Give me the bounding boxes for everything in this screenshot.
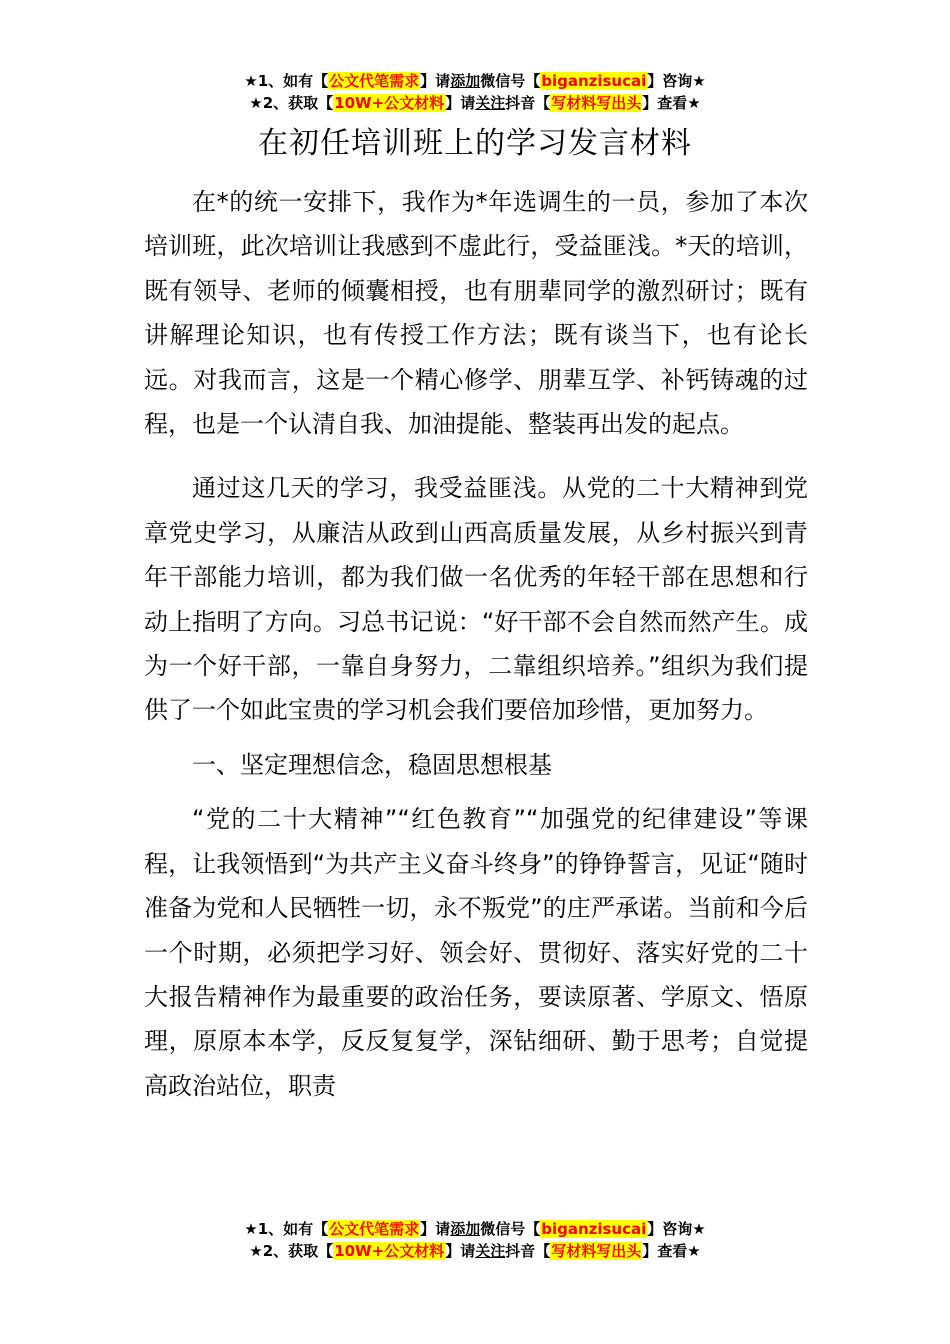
section-heading-1: 一、坚定理想信念，稳固思想根基 [192,750,552,779]
paragraph-intro: 在*的统一安排下，我作为*年选调生的一员，参加了本次培训班，此次培训让我感到不虚此行，受益匪浅。*天的培训，既有领导、老师的倾囊相授，也有朋辈同学的激烈研讨；既有讲解理论知识，也有传授工作方法；既有谈当下，也有论长远。对我而言，这是一个精心修学、朋辈互学、补钙铸魂的过程，也是一个认清自我、加油提能、整装再出发的起点。 [144,188,808,439]
promo-line-1: ★1、如有【公文代笔需求】请添加微信号【biganzisucai】咨询★ [244,72,706,90]
promo-line-1: ★1、如有【公文代笔需求】请添加微信号【biganzisucai】咨询★ [244,1220,706,1238]
promo-highlight-wechat-id: biganzisucai [541,72,647,90]
promo-highlight-douyin: 写材料写出头 [551,1242,642,1260]
document-title: 在初任培训班上的学习发言材料 [258,126,692,161]
promo-highlight-materials: 10W+公文材料 [334,1242,445,1260]
bottom-promo-banner [0,1218,950,1262]
promo-highlight-writing-service: 公文代笔需求 [329,72,420,90]
paragraph-learning: 通过这几天的学习，我受益匪浅。从党的二十大精神到党章党史学习，从廉洁从政到山西高质量发展，从乡村振兴到青年干部能力培训，都为我们做一名优秀的年轻干部在思想和行动上指明了方向。习总书记说：“好干部不会自然而然产生。成为一个好干部，一靠自身努力，二靠组织培养。”组织为我们提供了一个如此宝贵的学习机会我们要倍加珍惜，更加努力。 [144,474,808,725]
promo-highlight-wechat-id: biganzisucai [541,1220,647,1238]
promo-highlight-douyin: 写材料写出头 [551,94,642,112]
top-promo-banner [0,70,950,114]
promo-line-2: ★2、获取【10W+公文材料】请关注抖音【写材料写出头】查看★ [249,94,701,112]
promo-highlight-writing-service: 公文代笔需求 [329,1220,420,1238]
promo-line-2: ★2、获取【10W+公文材料】请关注抖音【写材料写出头】查看★ [249,1242,701,1260]
paragraph-section-1: “党的二十大精神”“红色教育”“加强党的纪律建设”等课程，让我领悟到“为共产主义奋斗终身”的铮铮誓言，见证“随时准备为党和人民牺牲一切，永不叛党”的庄严承诺。当前和今后一个时期，必须把学习好、领会好、贯彻好、落实好党的二十大报告精神作为最重要的政治任务，要读原著、学原文、悟原理，原原本本学，反反复复学，深钻细研、勤于思考；自觉提高政治站位，职责 [144,805,808,1100]
document-body [144,180,808,1108]
promo-highlight-materials: 10W+公文材料 [334,94,445,112]
